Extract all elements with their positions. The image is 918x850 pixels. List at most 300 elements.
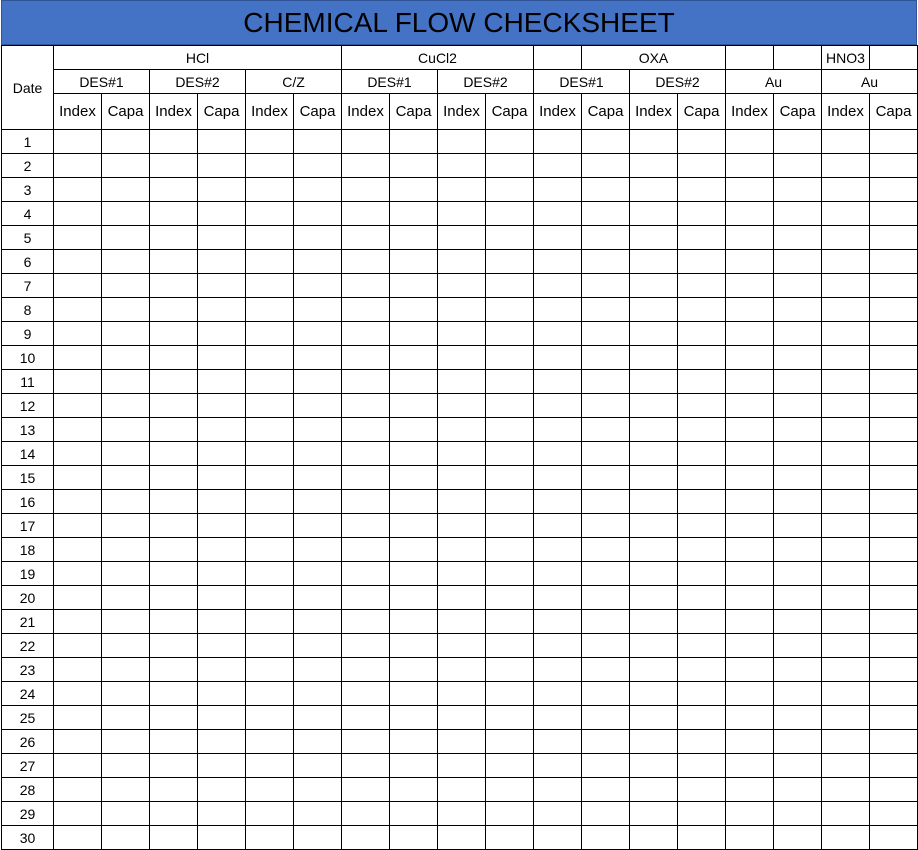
entry-cell[interactable] (726, 442, 774, 466)
entry-cell[interactable] (198, 658, 246, 682)
entry-cell[interactable] (102, 130, 150, 154)
entry-cell[interactable] (486, 730, 534, 754)
entry-cell[interactable] (438, 250, 486, 274)
entry-cell[interactable] (342, 154, 390, 178)
entry-cell[interactable] (582, 682, 630, 706)
entry-cell[interactable] (54, 226, 102, 250)
entry-cell[interactable] (582, 802, 630, 826)
entry-cell[interactable] (342, 538, 390, 562)
entry-cell[interactable] (774, 226, 822, 250)
entry-cell[interactable] (342, 682, 390, 706)
entry-cell[interactable] (54, 610, 102, 634)
entry-cell[interactable] (534, 538, 582, 562)
entry-cell[interactable] (582, 658, 630, 682)
entry-cell[interactable] (870, 418, 918, 442)
entry-cell[interactable] (54, 826, 102, 850)
entry-cell[interactable] (150, 274, 198, 298)
entry-cell[interactable] (198, 346, 246, 370)
entry-cell[interactable] (198, 130, 246, 154)
entry-cell[interactable] (342, 394, 390, 418)
entry-cell[interactable] (774, 658, 822, 682)
entry-cell[interactable] (678, 274, 726, 298)
entry-cell[interactable] (774, 178, 822, 202)
entry-cell[interactable] (102, 682, 150, 706)
entry-cell[interactable] (102, 418, 150, 442)
entry-cell[interactable] (774, 538, 822, 562)
entry-cell[interactable] (294, 802, 342, 826)
entry-cell[interactable] (630, 490, 678, 514)
entry-cell[interactable] (870, 706, 918, 730)
entry-cell[interactable] (726, 538, 774, 562)
entry-cell[interactable] (54, 562, 102, 586)
entry-cell[interactable] (678, 826, 726, 850)
entry-cell[interactable] (150, 346, 198, 370)
entry-cell[interactable] (390, 610, 438, 634)
entry-cell[interactable] (534, 130, 582, 154)
entry-cell[interactable] (630, 730, 678, 754)
entry-cell[interactable] (102, 634, 150, 658)
entry-cell[interactable] (822, 202, 870, 226)
entry-cell[interactable] (294, 298, 342, 322)
entry-cell[interactable] (726, 130, 774, 154)
entry-cell[interactable] (582, 730, 630, 754)
entry-cell[interactable] (870, 298, 918, 322)
entry-cell[interactable] (438, 586, 486, 610)
entry-cell[interactable] (534, 442, 582, 466)
entry-cell[interactable] (486, 178, 534, 202)
entry-cell[interactable] (294, 754, 342, 778)
entry-cell[interactable] (678, 562, 726, 586)
entry-cell[interactable] (678, 322, 726, 346)
entry-cell[interactable] (294, 682, 342, 706)
entry-cell[interactable] (438, 682, 486, 706)
entry-cell[interactable] (678, 490, 726, 514)
entry-cell[interactable] (870, 778, 918, 802)
entry-cell[interactable] (486, 802, 534, 826)
entry-cell[interactable] (294, 226, 342, 250)
entry-cell[interactable] (774, 730, 822, 754)
entry-cell[interactable] (246, 154, 294, 178)
entry-cell[interactable] (102, 250, 150, 274)
entry-cell[interactable] (486, 514, 534, 538)
entry-cell[interactable] (534, 418, 582, 442)
entry-cell[interactable] (438, 154, 486, 178)
entry-cell[interactable] (198, 730, 246, 754)
entry-cell[interactable] (294, 130, 342, 154)
entry-cell[interactable] (486, 562, 534, 586)
entry-cell[interactable] (294, 490, 342, 514)
entry-cell[interactable] (582, 490, 630, 514)
entry-cell[interactable] (630, 658, 678, 682)
entry-cell[interactable] (246, 202, 294, 226)
entry-cell[interactable] (822, 586, 870, 610)
entry-cell[interactable] (678, 730, 726, 754)
entry-cell[interactable] (390, 490, 438, 514)
entry-cell[interactable] (150, 730, 198, 754)
entry-cell[interactable] (486, 706, 534, 730)
entry-cell[interactable] (774, 802, 822, 826)
entry-cell[interactable] (534, 346, 582, 370)
entry-cell[interactable] (102, 370, 150, 394)
entry-cell[interactable] (438, 202, 486, 226)
entry-cell[interactable] (534, 322, 582, 346)
entry-cell[interactable] (438, 754, 486, 778)
entry-cell[interactable] (342, 514, 390, 538)
entry-cell[interactable] (150, 370, 198, 394)
entry-cell[interactable] (774, 754, 822, 778)
entry-cell[interactable] (630, 706, 678, 730)
entry-cell[interactable] (486, 154, 534, 178)
entry-cell[interactable] (294, 178, 342, 202)
entry-cell[interactable] (678, 610, 726, 634)
entry-cell[interactable] (870, 346, 918, 370)
entry-cell[interactable] (774, 634, 822, 658)
entry-cell[interactable] (294, 466, 342, 490)
entry-cell[interactable] (534, 154, 582, 178)
entry-cell[interactable] (150, 802, 198, 826)
entry-cell[interactable] (198, 634, 246, 658)
entry-cell[interactable] (870, 178, 918, 202)
entry-cell[interactable] (534, 466, 582, 490)
entry-cell[interactable] (246, 274, 294, 298)
entry-cell[interactable] (342, 778, 390, 802)
entry-cell[interactable] (102, 586, 150, 610)
entry-cell[interactable] (870, 514, 918, 538)
entry-cell[interactable] (198, 610, 246, 634)
entry-cell[interactable] (822, 778, 870, 802)
entry-cell[interactable] (726, 322, 774, 346)
entry-cell[interactable] (294, 442, 342, 466)
entry-cell[interactable] (582, 466, 630, 490)
entry-cell[interactable] (438, 418, 486, 442)
entry-cell[interactable] (630, 466, 678, 490)
entry-cell[interactable] (534, 610, 582, 634)
entry-cell[interactable] (342, 634, 390, 658)
entry-cell[interactable] (870, 442, 918, 466)
entry-cell[interactable] (630, 274, 678, 298)
entry-cell[interactable] (150, 154, 198, 178)
entry-cell[interactable] (630, 130, 678, 154)
entry-cell[interactable] (54, 538, 102, 562)
entry-cell[interactable] (438, 466, 486, 490)
entry-cell[interactable] (246, 754, 294, 778)
entry-cell[interactable] (630, 178, 678, 202)
entry-cell[interactable] (198, 778, 246, 802)
entry-cell[interactable] (150, 442, 198, 466)
entry-cell[interactable] (630, 154, 678, 178)
entry-cell[interactable] (774, 346, 822, 370)
entry-cell[interactable] (774, 154, 822, 178)
entry-cell[interactable] (390, 538, 438, 562)
empty-header-cell[interactable] (726, 46, 774, 70)
entry-cell[interactable] (102, 466, 150, 490)
entry-cell[interactable] (870, 634, 918, 658)
entry-cell[interactable] (870, 658, 918, 682)
entry-cell[interactable] (486, 370, 534, 394)
entry-cell[interactable] (726, 394, 774, 418)
entry-cell[interactable] (294, 706, 342, 730)
entry-cell[interactable] (582, 538, 630, 562)
entry-cell[interactable] (246, 514, 294, 538)
entry-cell[interactable] (54, 466, 102, 490)
entry-cell[interactable] (870, 562, 918, 586)
entry-cell[interactable] (54, 178, 102, 202)
entry-cell[interactable] (246, 778, 294, 802)
entry-cell[interactable] (150, 514, 198, 538)
entry-cell[interactable] (822, 370, 870, 394)
entry-cell[interactable] (582, 370, 630, 394)
entry-cell[interactable] (774, 706, 822, 730)
entry-cell[interactable] (486, 250, 534, 274)
entry-cell[interactable] (774, 778, 822, 802)
entry-cell[interactable] (726, 706, 774, 730)
entry-cell[interactable] (870, 322, 918, 346)
entry-cell[interactable] (486, 298, 534, 322)
entry-cell[interactable] (102, 754, 150, 778)
entry-cell[interactable] (390, 778, 438, 802)
entry-cell[interactable] (390, 154, 438, 178)
entry-cell[interactable] (150, 298, 198, 322)
entry-cell[interactable] (822, 706, 870, 730)
entry-cell[interactable] (822, 658, 870, 682)
entry-cell[interactable] (150, 778, 198, 802)
entry-cell[interactable] (198, 418, 246, 442)
entry-cell[interactable] (342, 802, 390, 826)
entry-cell[interactable] (150, 394, 198, 418)
entry-cell[interactable] (390, 634, 438, 658)
entry-cell[interactable] (582, 250, 630, 274)
entry-cell[interactable] (438, 730, 486, 754)
entry-cell[interactable] (774, 826, 822, 850)
entry-cell[interactable] (102, 778, 150, 802)
entry-cell[interactable] (198, 514, 246, 538)
entry-cell[interactable] (630, 418, 678, 442)
entry-cell[interactable] (198, 298, 246, 322)
entry-cell[interactable] (870, 586, 918, 610)
entry-cell[interactable] (246, 682, 294, 706)
entry-cell[interactable] (870, 466, 918, 490)
entry-cell[interactable] (726, 154, 774, 178)
entry-cell[interactable] (870, 274, 918, 298)
entry-cell[interactable] (726, 562, 774, 586)
entry-cell[interactable] (102, 346, 150, 370)
entry-cell[interactable] (198, 826, 246, 850)
entry-cell[interactable] (294, 730, 342, 754)
entry-cell[interactable] (726, 754, 774, 778)
entry-cell[interactable] (438, 826, 486, 850)
entry-cell[interactable] (582, 562, 630, 586)
entry-cell[interactable] (486, 394, 534, 418)
entry-cell[interactable] (870, 154, 918, 178)
entry-cell[interactable] (486, 130, 534, 154)
entry-cell[interactable] (294, 658, 342, 682)
entry-cell[interactable] (726, 514, 774, 538)
entry-cell[interactable] (102, 394, 150, 418)
entry-cell[interactable] (774, 274, 822, 298)
entry-cell[interactable] (390, 442, 438, 466)
entry-cell[interactable] (822, 250, 870, 274)
entry-cell[interactable] (486, 538, 534, 562)
entry-cell[interactable] (342, 730, 390, 754)
entry-cell[interactable] (486, 442, 534, 466)
entry-cell[interactable] (822, 274, 870, 298)
entry-cell[interactable] (678, 418, 726, 442)
entry-cell[interactable] (582, 178, 630, 202)
entry-cell[interactable] (246, 418, 294, 442)
entry-cell[interactable] (678, 178, 726, 202)
entry-cell[interactable] (534, 298, 582, 322)
entry-cell[interactable] (438, 706, 486, 730)
entry-cell[interactable] (726, 418, 774, 442)
entry-cell[interactable] (630, 226, 678, 250)
entry-cell[interactable] (486, 610, 534, 634)
entry-cell[interactable] (582, 610, 630, 634)
entry-cell[interactable] (390, 202, 438, 226)
entry-cell[interactable] (774, 514, 822, 538)
entry-cell[interactable] (774, 322, 822, 346)
entry-cell[interactable] (54, 754, 102, 778)
entry-cell[interactable] (294, 250, 342, 274)
entry-cell[interactable] (486, 634, 534, 658)
empty-header-cell[interactable] (870, 46, 918, 70)
entry-cell[interactable] (774, 370, 822, 394)
entry-cell[interactable] (438, 442, 486, 466)
entry-cell[interactable] (774, 610, 822, 634)
entry-cell[interactable] (534, 514, 582, 538)
entry-cell[interactable] (246, 562, 294, 586)
entry-cell[interactable] (294, 634, 342, 658)
entry-cell[interactable] (822, 754, 870, 778)
entry-cell[interactable] (102, 802, 150, 826)
entry-cell[interactable] (150, 130, 198, 154)
entry-cell[interactable] (294, 274, 342, 298)
entry-cell[interactable] (390, 298, 438, 322)
entry-cell[interactable] (390, 562, 438, 586)
entry-cell[interactable] (150, 466, 198, 490)
entry-cell[interactable] (582, 202, 630, 226)
entry-cell[interactable] (822, 178, 870, 202)
entry-cell[interactable] (246, 370, 294, 394)
entry-cell[interactable] (150, 226, 198, 250)
entry-cell[interactable] (534, 634, 582, 658)
entry-cell[interactable] (438, 538, 486, 562)
entry-cell[interactable] (342, 322, 390, 346)
entry-cell[interactable] (678, 442, 726, 466)
entry-cell[interactable] (294, 370, 342, 394)
entry-cell[interactable] (534, 250, 582, 274)
entry-cell[interactable] (54, 514, 102, 538)
entry-cell[interactable] (630, 778, 678, 802)
entry-cell[interactable] (246, 634, 294, 658)
entry-cell[interactable] (582, 826, 630, 850)
entry-cell[interactable] (294, 346, 342, 370)
entry-cell[interactable] (342, 610, 390, 634)
entry-cell[interactable] (390, 130, 438, 154)
entry-cell[interactable] (822, 562, 870, 586)
entry-cell[interactable] (678, 634, 726, 658)
entry-cell[interactable] (246, 706, 294, 730)
entry-cell[interactable] (198, 706, 246, 730)
entry-cell[interactable] (678, 778, 726, 802)
entry-cell[interactable] (486, 682, 534, 706)
entry-cell[interactable] (870, 130, 918, 154)
entry-cell[interactable] (294, 586, 342, 610)
entry-cell[interactable] (438, 658, 486, 682)
entry-cell[interactable] (390, 394, 438, 418)
entry-cell[interactable] (198, 754, 246, 778)
entry-cell[interactable] (486, 490, 534, 514)
entry-cell[interactable] (198, 538, 246, 562)
entry-cell[interactable] (534, 706, 582, 730)
entry-cell[interactable] (102, 178, 150, 202)
entry-cell[interactable] (726, 802, 774, 826)
entry-cell[interactable] (54, 394, 102, 418)
entry-cell[interactable] (198, 154, 246, 178)
entry-cell[interactable] (198, 274, 246, 298)
entry-cell[interactable] (294, 394, 342, 418)
entry-cell[interactable] (150, 250, 198, 274)
entry-cell[interactable] (198, 586, 246, 610)
entry-cell[interactable] (438, 802, 486, 826)
entry-cell[interactable] (54, 490, 102, 514)
entry-cell[interactable] (390, 730, 438, 754)
entry-cell[interactable] (726, 346, 774, 370)
entry-cell[interactable] (486, 826, 534, 850)
entry-cell[interactable] (726, 370, 774, 394)
entry-cell[interactable] (486, 418, 534, 442)
entry-cell[interactable] (534, 178, 582, 202)
entry-cell[interactable] (102, 202, 150, 226)
entry-cell[interactable] (534, 754, 582, 778)
entry-cell[interactable] (198, 802, 246, 826)
entry-cell[interactable] (630, 538, 678, 562)
entry-cell[interactable] (438, 610, 486, 634)
entry-cell[interactable] (726, 826, 774, 850)
entry-cell[interactable] (630, 802, 678, 826)
entry-cell[interactable] (822, 130, 870, 154)
entry-cell[interactable] (870, 610, 918, 634)
entry-cell[interactable] (54, 346, 102, 370)
entry-cell[interactable] (486, 586, 534, 610)
entry-cell[interactable] (774, 562, 822, 586)
entry-cell[interactable] (774, 394, 822, 418)
entry-cell[interactable] (198, 466, 246, 490)
entry-cell[interactable] (774, 442, 822, 466)
entry-cell[interactable] (390, 250, 438, 274)
entry-cell[interactable] (102, 610, 150, 634)
entry-cell[interactable] (342, 490, 390, 514)
entry-cell[interactable] (246, 226, 294, 250)
entry-cell[interactable] (582, 394, 630, 418)
entry-cell[interactable] (198, 562, 246, 586)
entry-cell[interactable] (534, 562, 582, 586)
entry-cell[interactable] (198, 490, 246, 514)
entry-cell[interactable] (630, 586, 678, 610)
entry-cell[interactable] (390, 322, 438, 346)
entry-cell[interactable] (294, 154, 342, 178)
entry-cell[interactable] (630, 634, 678, 658)
entry-cell[interactable] (630, 298, 678, 322)
entry-cell[interactable] (102, 442, 150, 466)
entry-cell[interactable] (534, 682, 582, 706)
entry-cell[interactable] (678, 802, 726, 826)
entry-cell[interactable] (54, 586, 102, 610)
entry-cell[interactable] (726, 250, 774, 274)
entry-cell[interactable] (102, 658, 150, 682)
entry-cell[interactable] (678, 682, 726, 706)
entry-cell[interactable] (54, 202, 102, 226)
entry-cell[interactable] (246, 730, 294, 754)
